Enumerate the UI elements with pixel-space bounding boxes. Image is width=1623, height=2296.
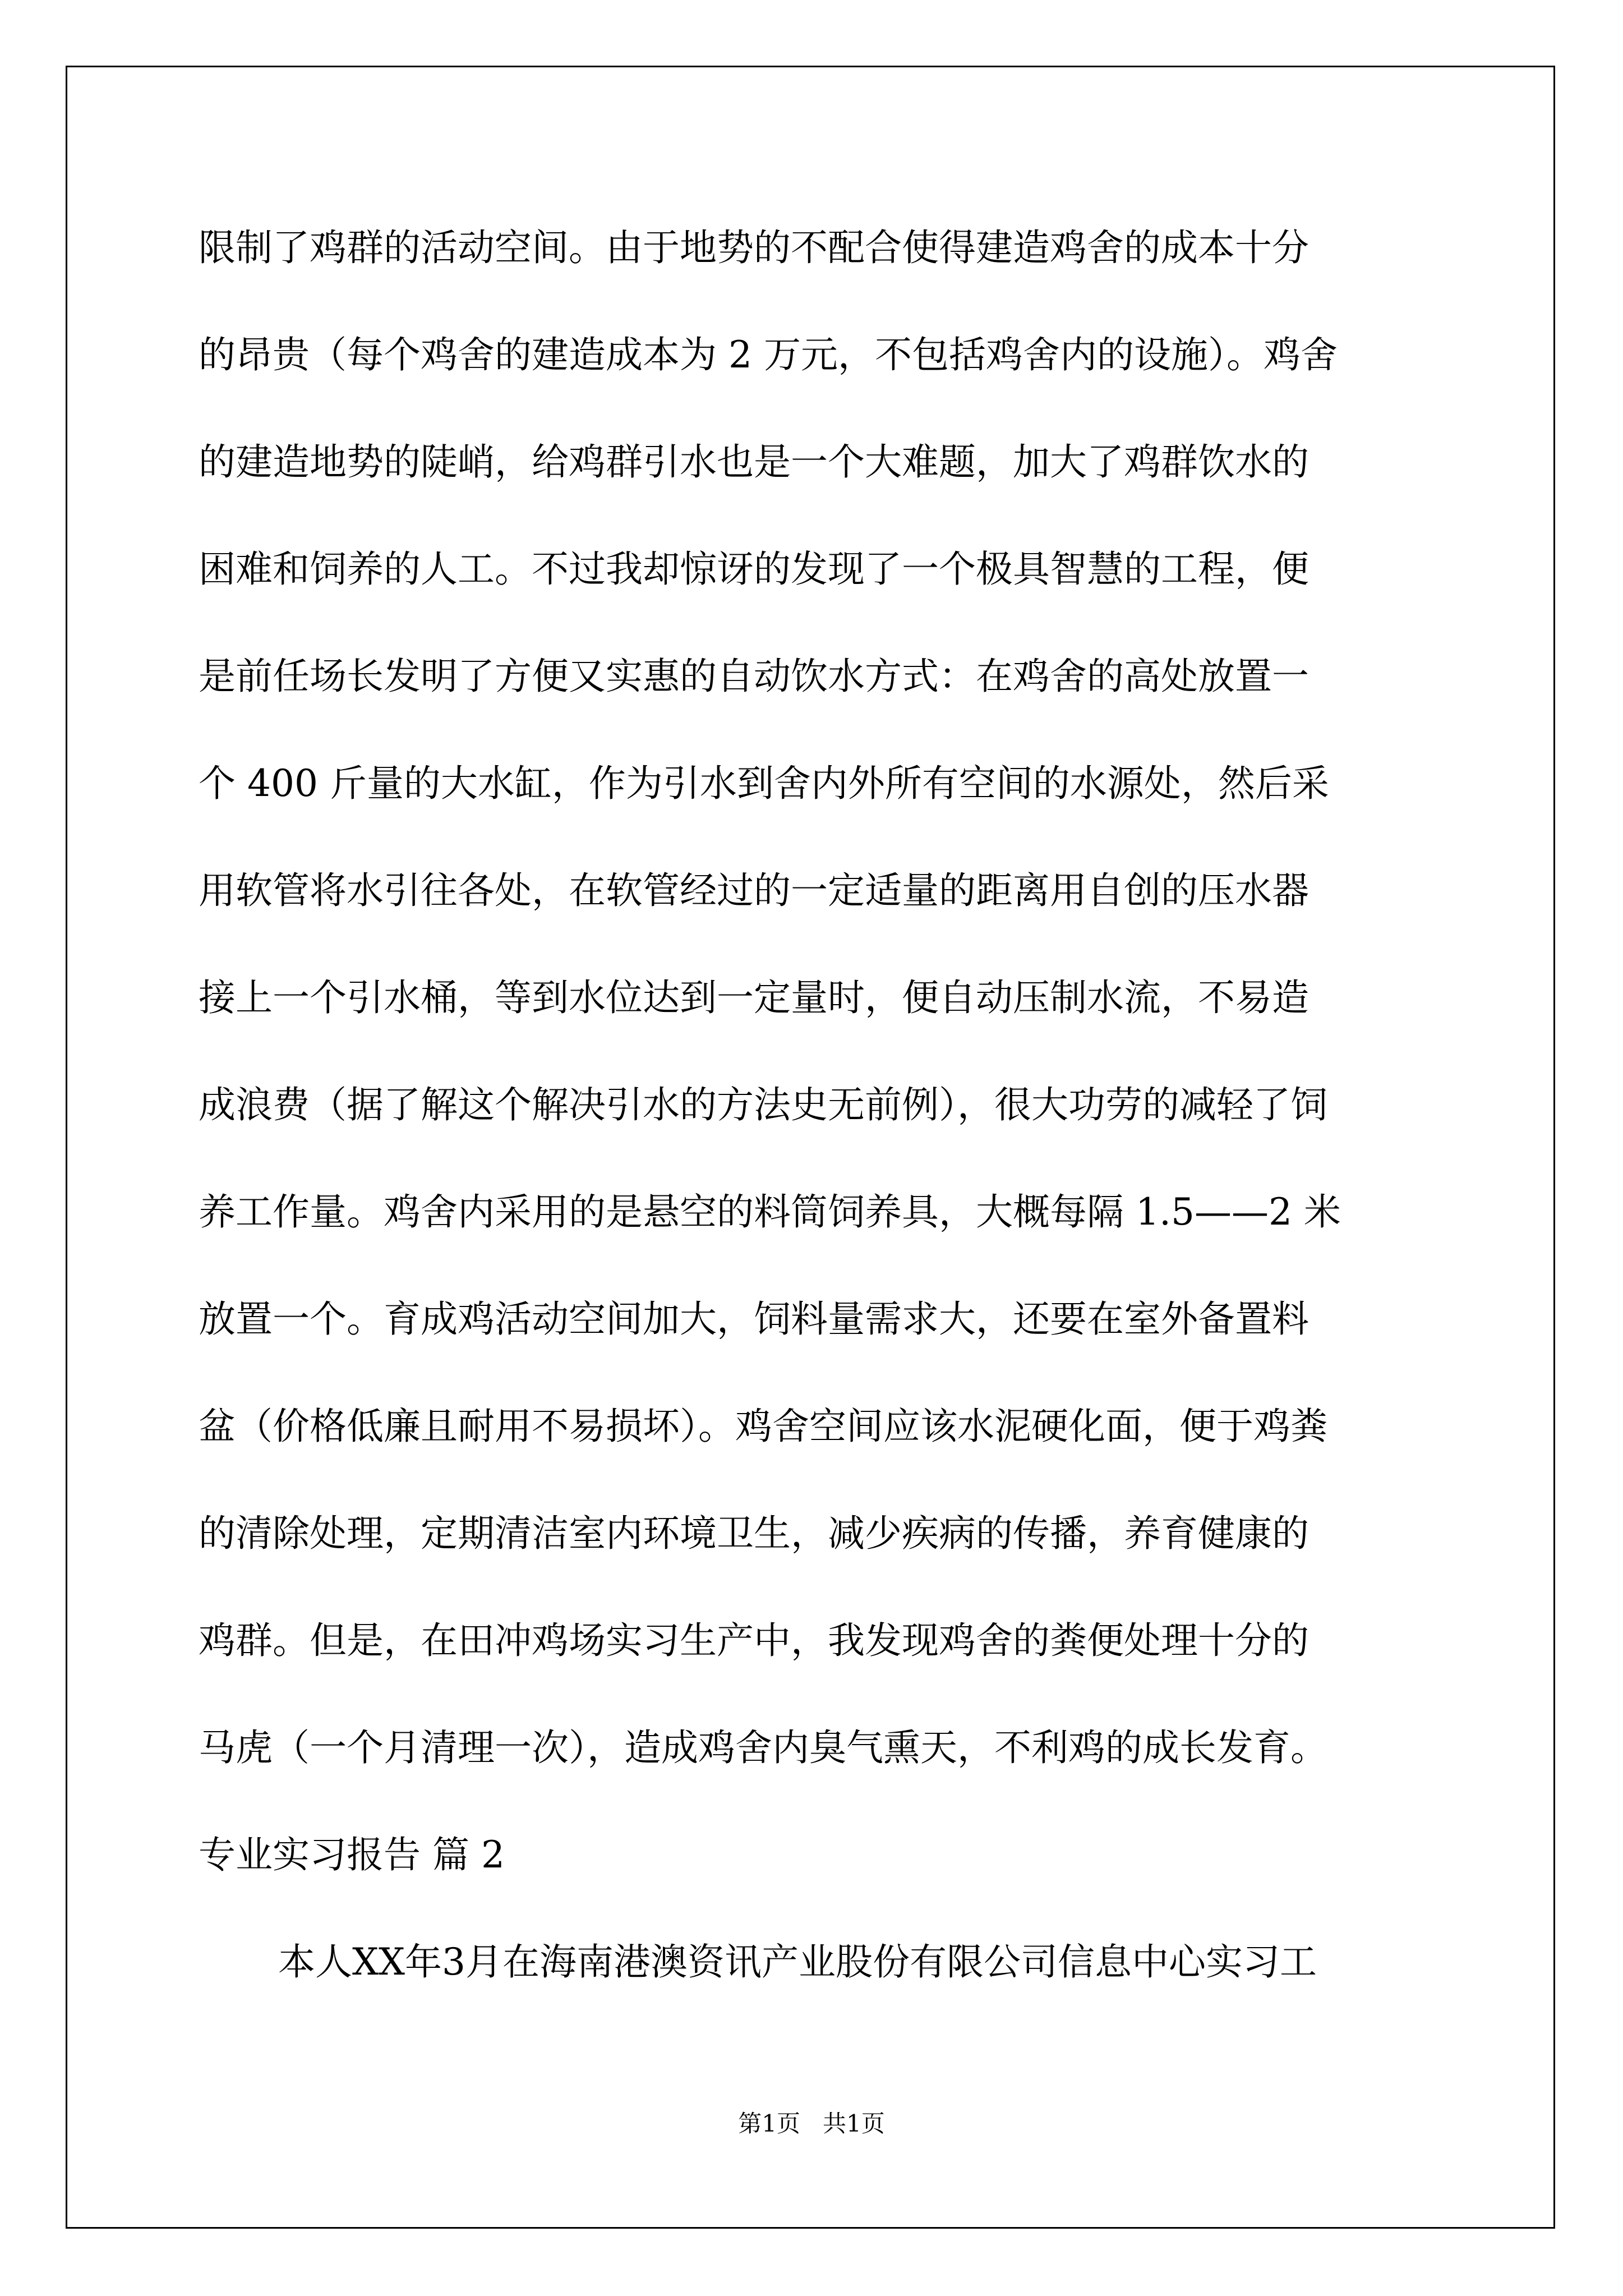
paragraph-line: 个 400 斤量的大水缸，作为引水到舍内外所有空间的水源处，然后采: [199, 762, 1329, 805]
paragraph-line: 困难和饲养的人工。不过我却惊讶的发现了一个极具智慧的工程，便: [199, 547, 1309, 591]
paragraph-line: 限制了鸡群的活动空间。由于地势的不配合使得建造鸡舍的成本十分: [199, 226, 1309, 269]
paragraph-line: 用软管将水引往各处，在软管经过的一定适量的距离用自创的压水器: [199, 869, 1309, 912]
paragraph-line: 马虎（一个月清理一次），造成鸡舍内臭气熏天，不利鸡的成长发育。: [199, 1726, 1327, 1769]
paragraph-line: 成浪费（据了解这个解决引水的方法史无前例），很大功劳的减轻了饲: [199, 1083, 1327, 1126]
page-total: 共1页: [823, 2110, 885, 2137]
paragraph-line: 鸡群。但是，在田冲鸡场实习生产中，我发现鸡舍的粪便处理十分的: [199, 1619, 1309, 1662]
page-footer: [0, 2112, 1623, 2136]
paragraph-line: 的建造地势的陡峭，给鸡群引水也是一个大难题，加大了鸡群饮水的: [199, 440, 1309, 484]
paragraph-line: 的清除处理，定期清洁室内环境卫生，减少疾病的传播，养育健康的: [199, 1512, 1309, 1555]
paragraph-line: 养工作量。鸡舍内采用的是悬空的料筒饲养具，大概每隔 1.5——2 米: [199, 1190, 1341, 1234]
paragraph-line: 盆（价格低廉且耐用不易损坏）。鸡舍空间应该水泥硬化面，便于鸡粪: [199, 1405, 1327, 1448]
page-border: [66, 66, 1555, 2229]
paragraph-line: 接上一个引水桶，等到水位达到一定量时，便自动压制水流，不易造: [199, 976, 1309, 1019]
paragraph-line: 的昂贵（每个鸡舍的建造成本为 2 万元，不包括鸡舍内的设施）。鸡舍: [199, 333, 1338, 376]
paragraph-line: 放置一个。育成鸡活动空间加大，饲料量需求大，还要在室外备置料: [199, 1297, 1309, 1341]
paragraph-line: 是前任场长发明了方便又实惠的自动饮水方式：在鸡舍的高处放置一: [199, 655, 1309, 698]
page-number: 第1页: [738, 2110, 800, 2137]
paragraph-line: 本人XX年3月在海南港澳资讯产业股份有限公司信息中心实习工: [278, 1940, 1317, 1984]
section-heading: 专业实习报告 篇 2: [199, 1833, 505, 1876]
